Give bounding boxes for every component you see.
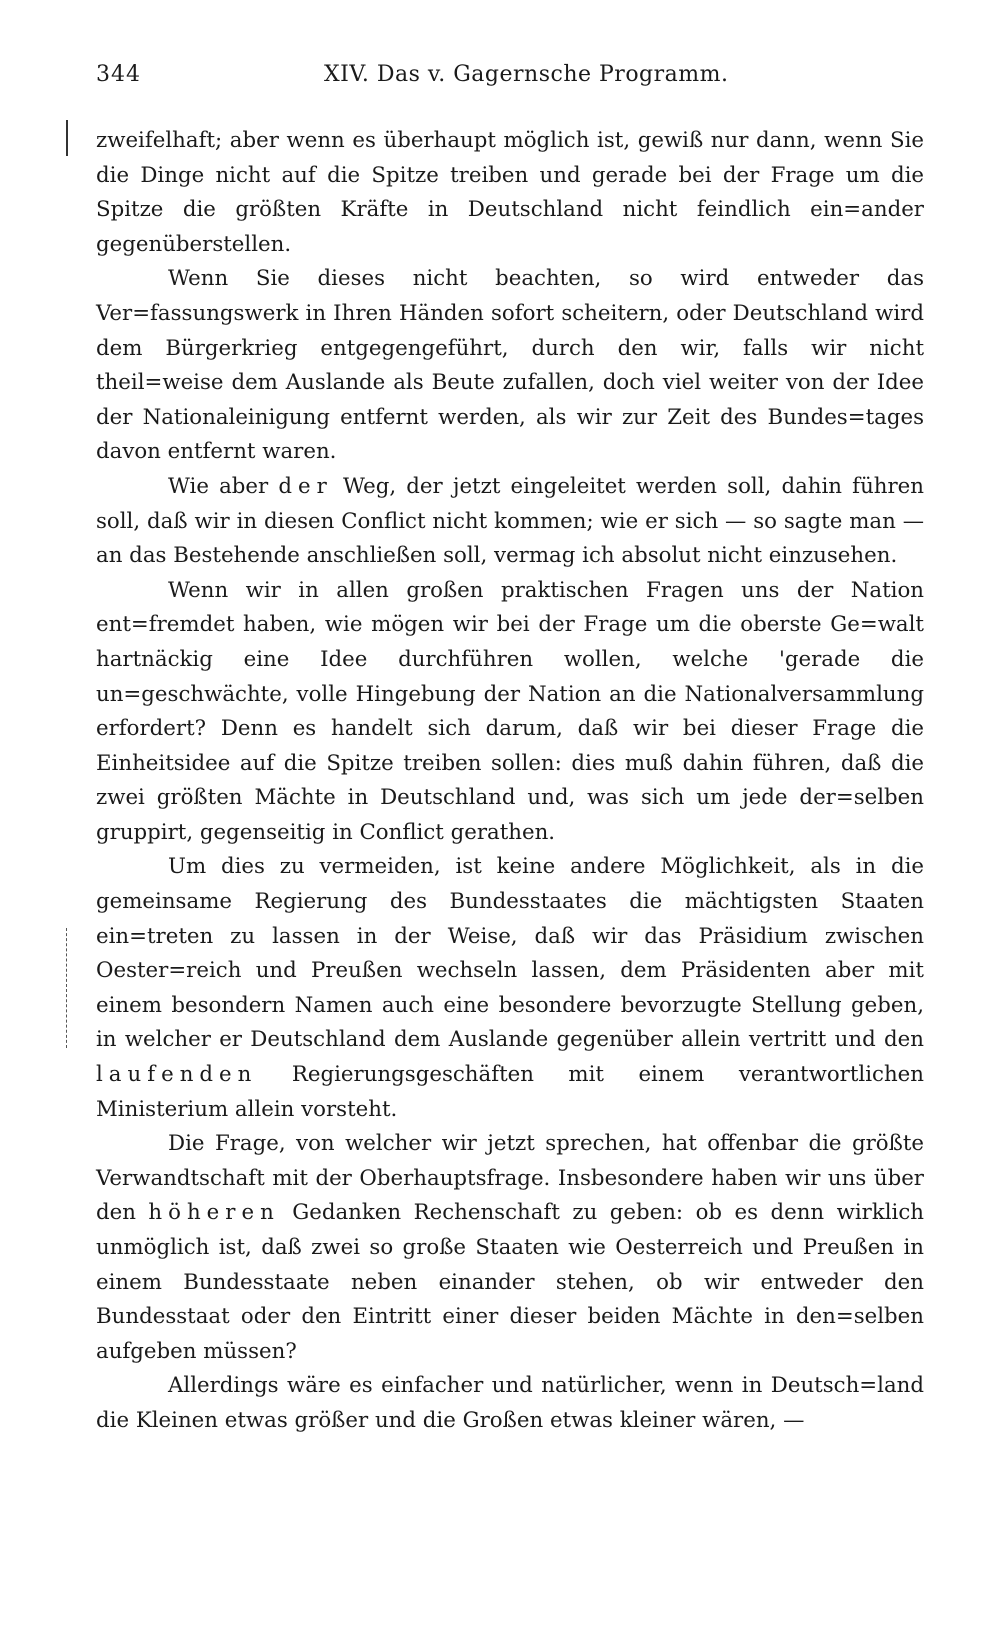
paragraph: zweifelhaft; aber wenn es überhaupt möglich ist, gewiß nur dann, wenn Sie die Dinge nicht auf die Spitze treiben und gerade bei der Frage um die Spitze die größten Kräfte in Deutschland nicht feindlich ein=ander gegenüberstellen. xyxy=(96,128,924,257)
paragraph: Allerdings wäre es einfacher und natürlicher, wenn in Deutsch=land die Kleinen etwas größer und die Großen etwas kleiner wären, — xyxy=(96,1373,924,1433)
page-number: 344 xyxy=(96,62,141,87)
paragraph: Wenn wir in allen großen praktischen Fragen uns der Nation ent=fremdet haben, wie mögen wir bei der Frage um die oberste Ge=walt hartnäckig eine Idee durchführen wollen, welche 'gerade die un=geschwächte, volle Hingebung der Nation an die Nationalversammlung erfordert? Denn es handelt sich darum, daß wir bei dieser Frage die Einheitsidee auf die Spitze treiben sollen: dies muß dahin führen, daß die zwei größten Mächte in Deutschland und, was sich um jede der=selben gruppirt, gegenseitig in Conflict gerathen. xyxy=(96,577,924,845)
emphasized-word: laufenden xyxy=(96,1062,258,1088)
paragraph xyxy=(96,470,924,574)
paragraph: Wenn Sie dieses nicht beachten, so wird entweder das Ver=fassungswerk in Ihren Händen sofort scheitern, oder Deutschland wird dem Bürgerkrieg entgegengeführt, durch den wir, falls wir nicht theil=weise dem Auslande als Beute zufallen, doch viel weiter von der Idee der Nationaleinigung entfernt werden, als wir zur Zeit des Bundes=tages davon entfernt waren. xyxy=(96,266,924,465)
emphasized-word: der xyxy=(278,473,333,499)
paragraph-text: Weg, der jetzt eingeleitet werden soll, dahin führen soll, daß wir in diesen Conflict nicht kommen; wie er sich — so sagte man — an das Bestehende anschließen soll, vermag ich absolut nicht einzusehen. xyxy=(96,473,924,569)
paragraph-text: Wie aber xyxy=(168,473,279,499)
margin-mark-middle xyxy=(66,928,67,1048)
body-text xyxy=(96,124,924,1439)
paragraph-text: Um dies zu vermeiden, ist keine andere Möglichkeit, als in die gemeinsame Regierung des Bundesstaates die mächtigsten Staaten ein=treten zu lassen in der Weise, daß wir das Präsidium zwischen Oester=reich und Preußen wechseln lassen, dem Präsidenten aber mit einem besondern Namen auch eine besondere bevorzugte Stellung geben, in welcher er Deutschland dem Auslande gegenüber allein vertritt und den xyxy=(96,854,924,1053)
paragraph-text: Die Frage, von welcher wir jetzt sprechen, hat offenbar die größte Verwandtschaft mit der Oberhauptsfrage. Insbesondere haben wir uns über den xyxy=(96,1131,924,1226)
paragraph-text: Regierungsgeschäften mit einem verantwortlichen Ministerium allein vorsteht. xyxy=(96,1062,924,1122)
page-header xyxy=(96,58,924,92)
paragraph xyxy=(96,1127,924,1369)
margin-mark-top xyxy=(66,120,68,156)
book-page xyxy=(96,58,924,1439)
paragraph xyxy=(96,850,924,1127)
emphasized-word: höheren xyxy=(148,1200,280,1226)
running-head: XIV. Das v. Gagernsche Programm. xyxy=(324,62,729,87)
paragraph-text: Gedanken Rechenschaft zu geben: ob es denn wirklich unmöglich ist, daß zwei so große Staaten wie Oesterreich und Preußen in einem Bundesstaate neben einander stehen, ob wir entweder den Bundesstaat oder den Eintritt einer dieser beiden Mächte in den=selben aufgeben müssen? xyxy=(96,1200,924,1364)
